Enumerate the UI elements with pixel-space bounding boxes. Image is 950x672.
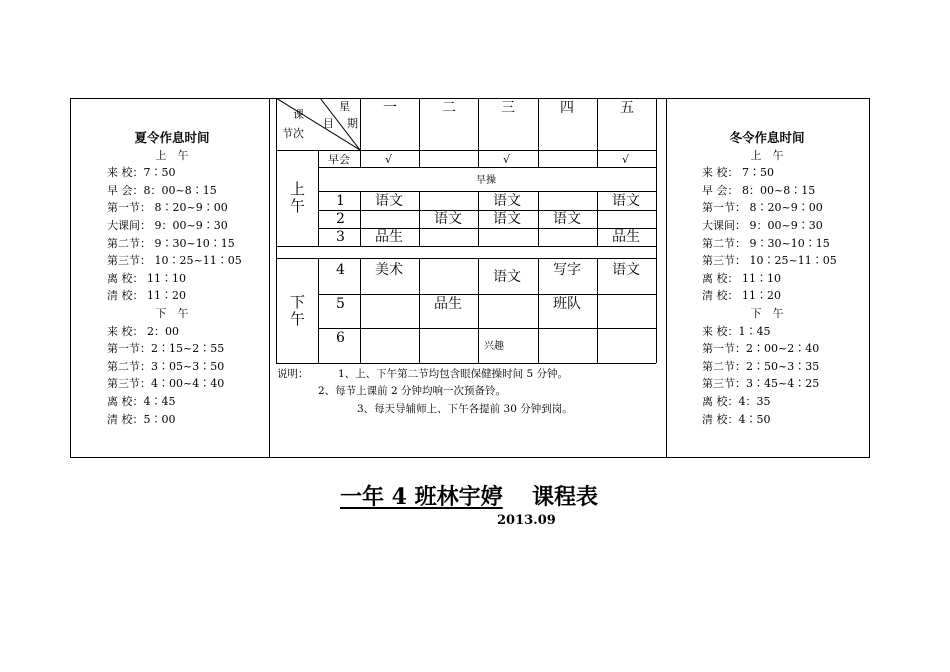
day-header: 三 <box>501 100 515 116</box>
grid-line <box>360 191 361 246</box>
grid-line <box>597 191 598 246</box>
summer-row: 清 校： 11∶20 <box>107 289 186 303</box>
grid-line <box>360 258 361 363</box>
summer-row: 第三节：4∶00~4∶40 <box>107 377 225 391</box>
summer-morning-label: 上 午 <box>155 148 189 162</box>
period-number: 4 <box>336 262 345 278</box>
winter-row: 早 会： 8：00~8∶15 <box>702 183 816 197</box>
zaohui-check: √ <box>385 153 393 166</box>
grid-line <box>597 258 598 363</box>
grid-line <box>419 191 420 246</box>
day-header: 一 <box>383 100 397 116</box>
winter-row: 清 校：4∶50 <box>702 412 771 426</box>
winter-row: 来 校： 7∶50 <box>702 166 774 180</box>
winter-morning-label: 上 午 <box>750 148 784 162</box>
summer-row: 来 校：7∶50 <box>107 166 176 180</box>
summer-row: 大课间： 9：00~9∶30 <box>107 218 228 232</box>
summer-row: 清 校：5∶00 <box>107 412 176 426</box>
winter-row: 来 校：1∶45 <box>702 324 771 338</box>
winter-row: 大课间： 9：00~9∶30 <box>702 218 823 232</box>
winter-row: 离 校：4：35 <box>702 394 771 408</box>
class-cell: 语文 <box>375 193 403 209</box>
winter-schedule <box>702 129 837 428</box>
header-xing: 星 <box>339 100 350 113</box>
winter-row: 清 校： 11∶20 <box>702 289 781 303</box>
summer-row: 早 会：8：00~8∶15 <box>107 183 217 197</box>
grid-line <box>318 167 656 168</box>
winter-row: 第二节： 9∶30~10∶15 <box>702 236 830 250</box>
grid-line <box>478 258 479 363</box>
class-cell: 语文 <box>493 193 521 209</box>
summer-row: 离 校： 11∶10 <box>107 271 186 285</box>
grid-line <box>478 98 479 167</box>
zaohui-check: √ <box>622 153 630 166</box>
grid-line <box>276 363 656 364</box>
summer-afternoon-label: 下 午 <box>155 306 189 320</box>
class-cell: 语文 <box>493 269 521 285</box>
zaohui-label: 早会 <box>328 153 350 166</box>
grid-line <box>538 191 539 246</box>
class-cell: 品生 <box>434 296 462 312</box>
day-header: 二 <box>442 100 456 116</box>
header-ke: 课 <box>293 108 304 121</box>
note-item: 1、上、下午第二节均包含眼保健操时间 5 分钟。 <box>338 368 569 380</box>
zaohui-check: √ <box>503 153 511 166</box>
summer-row: 第一节：2∶15~2∶55 <box>107 342 225 356</box>
class-cell: 语文 <box>493 211 521 227</box>
summer-title: 夏令作息时间 <box>134 130 210 145</box>
grid-line <box>478 191 479 246</box>
grid-line <box>419 98 420 167</box>
class-cell: 写字 <box>553 262 581 278</box>
page-title <box>340 480 598 511</box>
class-cell: 兴趣 <box>484 341 504 352</box>
title-suffix: 课程表 <box>531 484 598 510</box>
header-jieci: 节次 <box>282 127 304 140</box>
notes-label: 说明： <box>277 368 309 380</box>
class-cell: 美术 <box>375 262 403 278</box>
grid-line <box>597 98 598 167</box>
grid-line <box>419 258 420 363</box>
summer-row: 第二节：3∶05~3∶50 <box>107 359 225 373</box>
period-number: 1 <box>336 193 345 209</box>
period-number: 2 <box>336 211 345 227</box>
timetable <box>276 98 656 363</box>
class-cell: 班队 <box>553 296 581 312</box>
grid-line <box>318 228 656 229</box>
grid-line <box>318 328 656 329</box>
day-header: 四 <box>560 100 574 116</box>
pm-label-bottom: 午 <box>290 310 306 328</box>
day-header: 五 <box>620 100 634 116</box>
grid-line <box>538 98 539 167</box>
grid-line <box>538 258 539 363</box>
summer-row: 第一节： 8∶20~9∶00 <box>107 201 228 215</box>
date-label: 2013.09 <box>497 513 556 528</box>
header-qi: 期 <box>347 117 358 130</box>
class-cell: 语文 <box>612 262 640 278</box>
summer-row: 来 校： 2：00 <box>107 324 179 338</box>
winter-row: 第二节：2∶50~3∶35 <box>702 359 820 373</box>
summer-row: 离 校：4∶45 <box>107 394 176 408</box>
divider-right <box>666 99 667 457</box>
class-cell: 品生 <box>375 229 403 245</box>
am-label-bottom: 午 <box>290 197 306 215</box>
winter-row: 第一节： 8∶20~9∶00 <box>702 201 823 215</box>
header-mu: 目 <box>323 117 334 130</box>
title-class-name: 一年 4 班林宇婷 <box>340 484 503 510</box>
winter-row: 第三节：3∶45~4∶25 <box>702 377 820 391</box>
grid-line <box>318 294 656 295</box>
period-number: 6 <box>336 330 345 346</box>
winter-row: 离 校： 11∶10 <box>702 271 781 285</box>
winter-title: 冬令作息时间 <box>729 130 805 145</box>
grid-line <box>318 191 656 192</box>
zaocao-label: 早操 <box>476 175 496 186</box>
grid-line <box>360 98 361 167</box>
winter-row: 第三节： 10∶25~11∶05 <box>702 254 837 268</box>
summer-row: 第三节： 10∶25~11∶05 <box>107 254 242 268</box>
class-cell: 品生 <box>612 229 640 245</box>
summer-schedule <box>107 129 242 428</box>
winter-afternoon-label: 下 午 <box>750 306 784 320</box>
winter-row: 第一节：2∶00~2∶40 <box>702 342 820 356</box>
grid-line <box>318 258 319 363</box>
pm-label-top: 下 <box>290 293 306 311</box>
note-item: 3、每天导辅师上、下午各提前 30 分钟到岗。 <box>357 403 573 415</box>
class-cell: 语文 <box>553 211 581 227</box>
class-cell: 语文 <box>612 193 640 209</box>
period-number: 5 <box>336 296 345 312</box>
grid-line <box>276 150 656 151</box>
grid-line <box>318 210 656 211</box>
grid-line <box>276 258 656 259</box>
summer-row: 第二节： 9∶30~10∶15 <box>107 236 235 250</box>
period-number: 3 <box>336 229 345 245</box>
grid-line <box>656 98 657 363</box>
divider-left <box>269 99 270 457</box>
am-label-top: 上 <box>290 180 306 198</box>
note-item: 2、每节上课前 2 分钟均响一次预备铃。 <box>318 385 507 397</box>
class-cell: 语文 <box>434 211 462 227</box>
grid-line <box>276 246 656 247</box>
grid-line <box>318 150 319 246</box>
